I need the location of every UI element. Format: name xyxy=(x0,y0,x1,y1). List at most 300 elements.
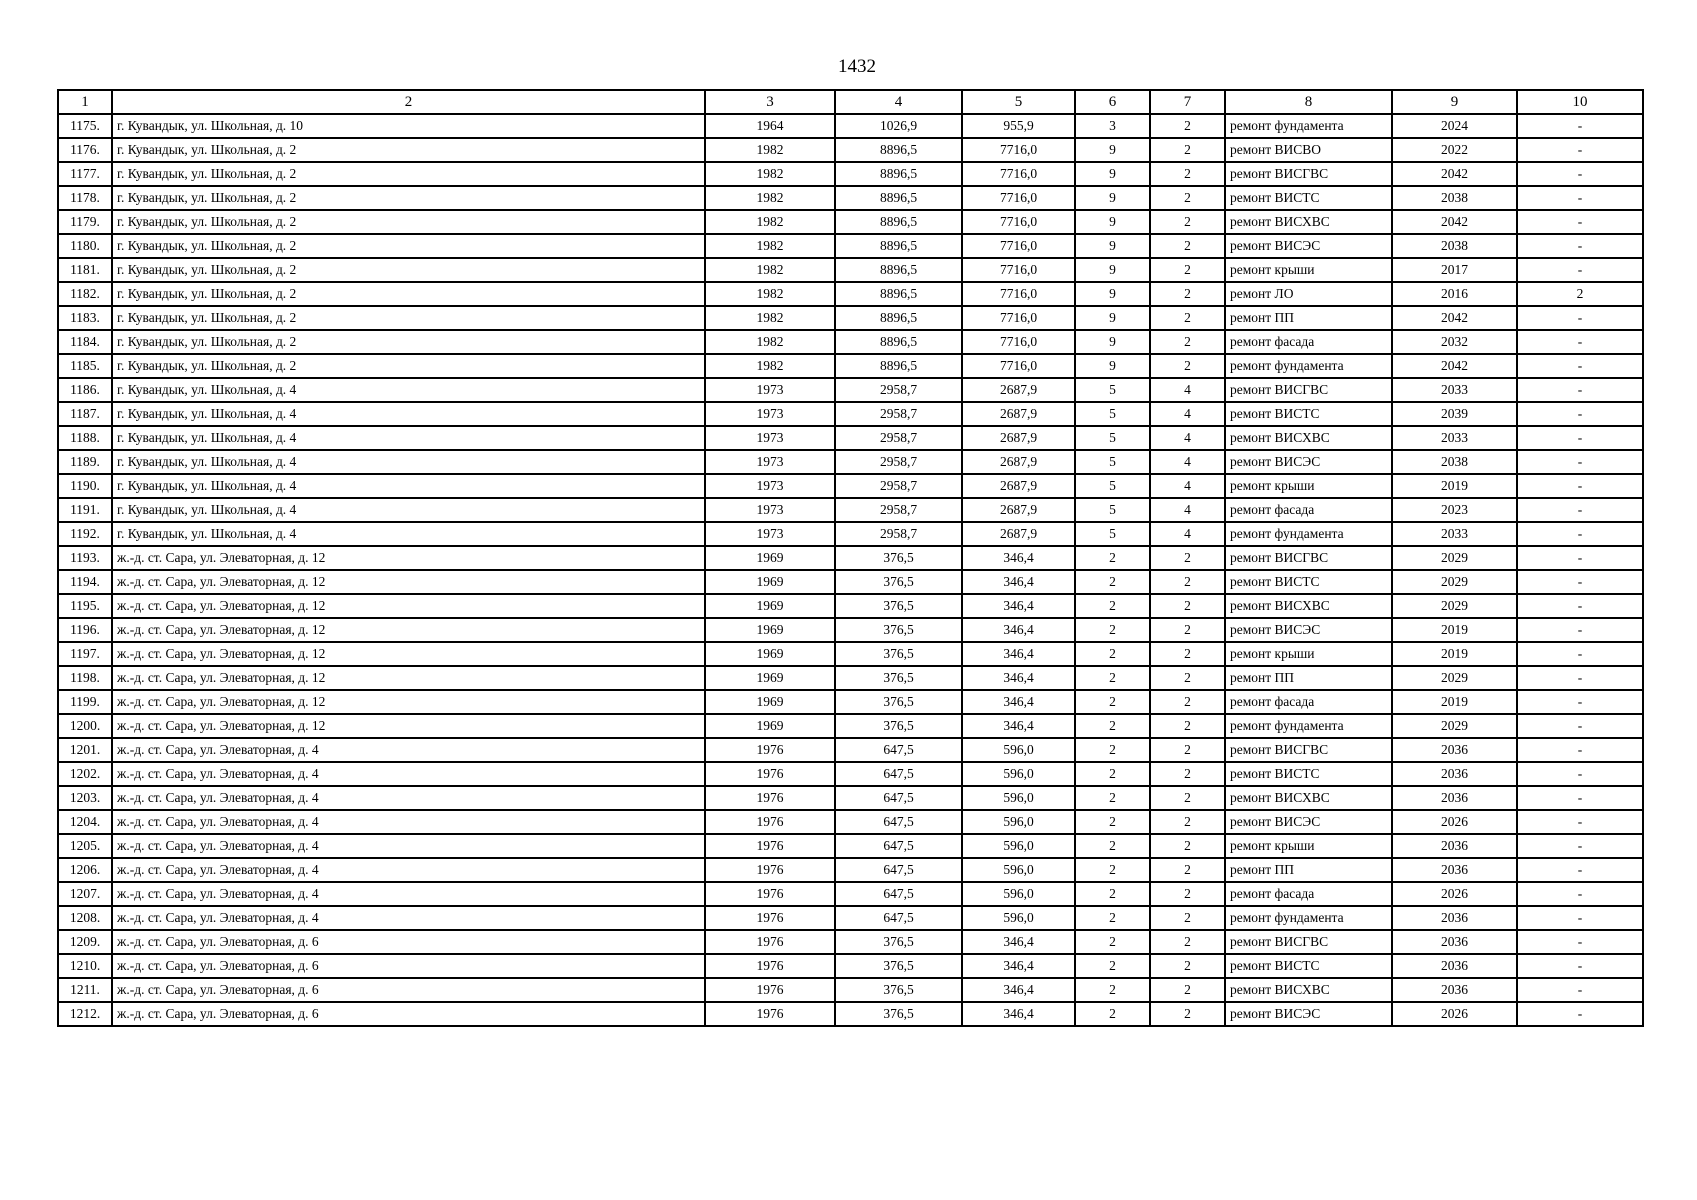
cell-index: 1177. xyxy=(58,162,112,186)
cell-work-type: ремонт ВИСЭС xyxy=(1225,450,1392,474)
cell-living-area: 346,4 xyxy=(962,978,1075,1002)
cell-living-area: 7716,0 xyxy=(962,162,1075,186)
cell-living-area: 596,0 xyxy=(962,858,1075,882)
table-row xyxy=(58,978,1643,1002)
cell-living-area: 346,4 xyxy=(962,690,1075,714)
cell-total-area: 2958,7 xyxy=(835,498,962,522)
cell-entrances: 2 xyxy=(1150,114,1225,138)
cell-entrances: 2 xyxy=(1150,786,1225,810)
cell-entrances: 2 xyxy=(1150,858,1225,882)
cell-total-area: 8896,5 xyxy=(835,210,962,234)
page-number: 1432 xyxy=(838,56,876,77)
cell-index: 1193. xyxy=(58,546,112,570)
cell-entrances: 2 xyxy=(1150,906,1225,930)
cell-total-area: 376,5 xyxy=(835,666,962,690)
cell-address: г. Кувандык, ул. Школьная, д. 4 xyxy=(112,498,705,522)
cell-col-10: - xyxy=(1517,618,1643,642)
cell-address: ж.-д. ст. Сара, ул. Элеваторная, д. 4 xyxy=(112,810,705,834)
cell-address: ж.-д. ст. Сара, ул. Элеваторная, д. 4 xyxy=(112,786,705,810)
cell-floors: 2 xyxy=(1075,858,1150,882)
cell-index: 1182. xyxy=(58,282,112,306)
cell-total-area: 8896,5 xyxy=(835,330,962,354)
cell-year-built: 1969 xyxy=(705,594,835,618)
cell-living-area: 955,9 xyxy=(962,114,1075,138)
table-row xyxy=(58,378,1643,402)
cell-entrances: 2 xyxy=(1150,546,1225,570)
cell-index: 1179. xyxy=(58,210,112,234)
cell-entrances: 4 xyxy=(1150,474,1225,498)
cell-index: 1178. xyxy=(58,186,112,210)
table-row xyxy=(58,234,1643,258)
table-row xyxy=(58,282,1643,306)
cell-col-10: - xyxy=(1517,858,1643,882)
cell-floors: 2 xyxy=(1075,762,1150,786)
cell-floors: 2 xyxy=(1075,738,1150,762)
cell-year-built: 1964 xyxy=(705,114,835,138)
cell-year-built: 1969 xyxy=(705,666,835,690)
table-row xyxy=(58,330,1643,354)
cell-address: г. Кувандык, ул. Школьная, д. 10 xyxy=(112,114,705,138)
cell-living-area: 346,4 xyxy=(962,714,1075,738)
cell-total-area: 2958,7 xyxy=(835,474,962,498)
cell-planned-year: 2017 xyxy=(1392,258,1517,282)
cell-col-10: - xyxy=(1517,234,1643,258)
cell-planned-year: 2026 xyxy=(1392,1002,1517,1026)
cell-total-area: 2958,7 xyxy=(835,522,962,546)
cell-total-area: 8896,5 xyxy=(835,234,962,258)
cell-planned-year: 2042 xyxy=(1392,354,1517,378)
cell-entrances: 2 xyxy=(1150,1002,1225,1026)
column-header: 1 xyxy=(58,90,112,114)
cell-col-10: - xyxy=(1517,834,1643,858)
column-header: 6 xyxy=(1075,90,1150,114)
cell-floors: 9 xyxy=(1075,210,1150,234)
cell-floors: 9 xyxy=(1075,162,1150,186)
cell-address: ж.-д. ст. Сара, ул. Элеваторная, д. 6 xyxy=(112,978,705,1002)
column-header: 8 xyxy=(1225,90,1392,114)
cell-year-built: 1973 xyxy=(705,474,835,498)
cell-col-10: - xyxy=(1517,306,1643,330)
cell-year-built: 1969 xyxy=(705,690,835,714)
cell-year-built: 1976 xyxy=(705,906,835,930)
cell-total-area: 8896,5 xyxy=(835,162,962,186)
cell-address: ж.-д. ст. Сара, ул. Элеваторная, д. 6 xyxy=(112,1002,705,1026)
cell-total-area: 647,5 xyxy=(835,906,962,930)
column-header: 4 xyxy=(835,90,962,114)
table-row xyxy=(58,186,1643,210)
cell-col-10: - xyxy=(1517,258,1643,282)
cell-col-10: - xyxy=(1517,378,1643,402)
table-row xyxy=(58,858,1643,882)
cell-floors: 2 xyxy=(1075,978,1150,1002)
cell-total-area: 376,5 xyxy=(835,690,962,714)
cell-work-type: ремонт крыши xyxy=(1225,258,1392,282)
cell-work-type: ремонт ВИСТС xyxy=(1225,402,1392,426)
cell-index: 1206. xyxy=(58,858,112,882)
cell-living-area: 346,4 xyxy=(962,954,1075,978)
table-header-row xyxy=(58,90,1643,114)
cell-address: г. Кувандык, ул. Школьная, д. 4 xyxy=(112,426,705,450)
cell-living-area: 346,4 xyxy=(962,1002,1075,1026)
cell-year-built: 1976 xyxy=(705,1002,835,1026)
cell-address: ж.-д. ст. Сара, ул. Элеваторная, д. 4 xyxy=(112,738,705,762)
cell-entrances: 2 xyxy=(1150,954,1225,978)
table-row xyxy=(58,258,1643,282)
cell-work-type: ремонт крыши xyxy=(1225,642,1392,666)
column-header: 2 xyxy=(112,90,705,114)
cell-index: 1187. xyxy=(58,402,112,426)
cell-col-10: - xyxy=(1517,546,1643,570)
cell-address: г. Кувандык, ул. Школьная, д. 2 xyxy=(112,162,705,186)
cell-index: 1201. xyxy=(58,738,112,762)
cell-planned-year: 2042 xyxy=(1392,306,1517,330)
cell-index: 1181. xyxy=(58,258,112,282)
cell-work-type: ремонт ВИСЭС xyxy=(1225,810,1392,834)
table-row xyxy=(58,690,1643,714)
cell-total-area: 8896,5 xyxy=(835,306,962,330)
cell-entrances: 2 xyxy=(1150,354,1225,378)
cell-index: 1196. xyxy=(58,618,112,642)
table-row xyxy=(58,618,1643,642)
cell-work-type: ремонт ВИСЭС xyxy=(1225,1002,1392,1026)
cell-entrances: 2 xyxy=(1150,570,1225,594)
cell-index: 1191. xyxy=(58,498,112,522)
cell-floors: 9 xyxy=(1075,306,1150,330)
cell-col-10: - xyxy=(1517,738,1643,762)
cell-planned-year: 2026 xyxy=(1392,882,1517,906)
cell-total-area: 647,5 xyxy=(835,762,962,786)
cell-planned-year: 2019 xyxy=(1392,618,1517,642)
cell-planned-year: 2033 xyxy=(1392,426,1517,450)
cell-living-area: 596,0 xyxy=(962,906,1075,930)
cell-year-built: 1976 xyxy=(705,810,835,834)
cell-floors: 9 xyxy=(1075,186,1150,210)
cell-planned-year: 2029 xyxy=(1392,546,1517,570)
cell-entrances: 2 xyxy=(1150,882,1225,906)
table-row xyxy=(58,450,1643,474)
cell-total-area: 8896,5 xyxy=(835,282,962,306)
table-row xyxy=(58,810,1643,834)
cell-address: г. Кувандык, ул. Школьная, д. 2 xyxy=(112,138,705,162)
cell-year-built: 1982 xyxy=(705,138,835,162)
cell-total-area: 376,5 xyxy=(835,546,962,570)
cell-planned-year: 2019 xyxy=(1392,690,1517,714)
cell-address: ж.-д. ст. Сара, ул. Элеваторная, д. 6 xyxy=(112,930,705,954)
cell-index: 1198. xyxy=(58,666,112,690)
cell-col-10: - xyxy=(1517,786,1643,810)
cell-address: ж.-д. ст. Сара, ул. Элеваторная, д. 12 xyxy=(112,690,705,714)
cell-address: ж.-д. ст. Сара, ул. Элеваторная, д. 12 xyxy=(112,714,705,738)
cell-address: г. Кувандык, ул. Школьная, д. 4 xyxy=(112,378,705,402)
cell-col-10: - xyxy=(1517,354,1643,378)
cell-floors: 5 xyxy=(1075,402,1150,426)
cell-living-area: 2687,9 xyxy=(962,498,1075,522)
cell-address: г. Кувандык, ул. Школьная, д. 2 xyxy=(112,282,705,306)
cell-floors: 2 xyxy=(1075,930,1150,954)
table-row xyxy=(58,714,1643,738)
cell-living-area: 596,0 xyxy=(962,810,1075,834)
cell-work-type: ремонт ВИСГВС xyxy=(1225,378,1392,402)
cell-living-area: 7716,0 xyxy=(962,138,1075,162)
cell-living-area: 7716,0 xyxy=(962,306,1075,330)
cell-col-10: - xyxy=(1517,642,1643,666)
cell-entrances: 2 xyxy=(1150,282,1225,306)
cell-total-area: 8896,5 xyxy=(835,258,962,282)
cell-index: 1184. xyxy=(58,330,112,354)
cell-planned-year: 2033 xyxy=(1392,378,1517,402)
cell-work-type: ремонт ВИСВО xyxy=(1225,138,1392,162)
cell-work-type: ремонт ВИСХВС xyxy=(1225,786,1392,810)
cell-work-type: ремонт фундамента xyxy=(1225,714,1392,738)
cell-year-built: 1982 xyxy=(705,258,835,282)
cell-index: 1180. xyxy=(58,234,112,258)
table-row xyxy=(58,114,1643,138)
table-row xyxy=(58,930,1643,954)
cell-address: г. Кувандык, ул. Школьная, д. 2 xyxy=(112,306,705,330)
cell-year-built: 1982 xyxy=(705,354,835,378)
cell-address: г. Кувандык, ул. Школьная, д. 4 xyxy=(112,450,705,474)
cell-total-area: 8896,5 xyxy=(835,186,962,210)
cell-work-type: ремонт ПП xyxy=(1225,306,1392,330)
cell-work-type: ремонт ВИСХВС xyxy=(1225,978,1392,1002)
cell-work-type: ремонт ВИСХВС xyxy=(1225,426,1392,450)
cell-planned-year: 2029 xyxy=(1392,594,1517,618)
cell-planned-year: 2029 xyxy=(1392,570,1517,594)
cell-address: г. Кувандык, ул. Школьная, д. 2 xyxy=(112,330,705,354)
cell-year-built: 1973 xyxy=(705,378,835,402)
table-row xyxy=(58,882,1643,906)
cell-col-10: - xyxy=(1517,1002,1643,1026)
cell-entrances: 2 xyxy=(1150,690,1225,714)
cell-work-type: ремонт фундамента xyxy=(1225,354,1392,378)
cell-year-built: 1976 xyxy=(705,930,835,954)
cell-work-type: ремонт фундамента xyxy=(1225,114,1392,138)
cell-total-area: 647,5 xyxy=(835,810,962,834)
table-row xyxy=(58,666,1643,690)
cell-total-area: 376,5 xyxy=(835,714,962,738)
cell-address: ж.-д. ст. Сара, ул. Элеваторная, д. 12 xyxy=(112,546,705,570)
cell-entrances: 2 xyxy=(1150,234,1225,258)
cell-floors: 5 xyxy=(1075,450,1150,474)
cell-planned-year: 2036 xyxy=(1392,762,1517,786)
cell-col-10: - xyxy=(1517,930,1643,954)
cell-index: 1207. xyxy=(58,882,112,906)
cell-floors: 9 xyxy=(1075,282,1150,306)
cell-index: 1210. xyxy=(58,954,112,978)
cell-address: г. Кувандык, ул. Школьная, д. 4 xyxy=(112,474,705,498)
cell-floors: 2 xyxy=(1075,810,1150,834)
cell-col-10: - xyxy=(1517,138,1643,162)
cell-index: 1205. xyxy=(58,834,112,858)
cell-address: ж.-д. ст. Сара, ул. Элеваторная, д. 4 xyxy=(112,906,705,930)
cell-index: 1200. xyxy=(58,714,112,738)
cell-floors: 2 xyxy=(1075,570,1150,594)
cell-work-type: ремонт ВИСХВС xyxy=(1225,594,1392,618)
cell-index: 1176. xyxy=(58,138,112,162)
cell-living-area: 596,0 xyxy=(962,762,1075,786)
column-header: 3 xyxy=(705,90,835,114)
cell-total-area: 647,5 xyxy=(835,738,962,762)
cell-entrances: 2 xyxy=(1150,930,1225,954)
column-header: 10 xyxy=(1517,90,1643,114)
cell-work-type: ремонт ВИСТС xyxy=(1225,954,1392,978)
cell-col-10: - xyxy=(1517,210,1643,234)
cell-planned-year: 2036 xyxy=(1392,930,1517,954)
table-row xyxy=(58,762,1643,786)
cell-entrances: 4 xyxy=(1150,402,1225,426)
cell-living-area: 7716,0 xyxy=(962,258,1075,282)
cell-total-area: 376,5 xyxy=(835,1002,962,1026)
cell-planned-year: 2022 xyxy=(1392,138,1517,162)
cell-floors: 3 xyxy=(1075,114,1150,138)
cell-col-10: - xyxy=(1517,978,1643,1002)
cell-total-area: 2958,7 xyxy=(835,378,962,402)
cell-year-built: 1969 xyxy=(705,546,835,570)
cell-col-10: - xyxy=(1517,690,1643,714)
cell-address: ж.-д. ст. Сара, ул. Элеваторная, д. 12 xyxy=(112,594,705,618)
cell-year-built: 1969 xyxy=(705,642,835,666)
cell-year-built: 1982 xyxy=(705,234,835,258)
cell-planned-year: 2029 xyxy=(1392,714,1517,738)
cell-planned-year: 2036 xyxy=(1392,858,1517,882)
cell-floors: 2 xyxy=(1075,666,1150,690)
cell-work-type: ремонт фасада xyxy=(1225,330,1392,354)
cell-entrances: 2 xyxy=(1150,186,1225,210)
cell-year-built: 1982 xyxy=(705,186,835,210)
table-row xyxy=(58,306,1643,330)
cell-planned-year: 2036 xyxy=(1392,738,1517,762)
cell-address: г. Кувандык, ул. Школьная, д. 2 xyxy=(112,354,705,378)
cell-index: 1186. xyxy=(58,378,112,402)
cell-address: ж.-д. ст. Сара, ул. Элеваторная, д. 6 xyxy=(112,954,705,978)
cell-living-area: 346,4 xyxy=(962,618,1075,642)
cell-planned-year: 2019 xyxy=(1392,642,1517,666)
cell-planned-year: 2038 xyxy=(1392,234,1517,258)
cell-planned-year: 2033 xyxy=(1392,522,1517,546)
cell-col-10: - xyxy=(1517,426,1643,450)
cell-floors: 2 xyxy=(1075,954,1150,978)
cell-year-built: 1976 xyxy=(705,834,835,858)
cell-year-built: 1976 xyxy=(705,762,835,786)
cell-total-area: 376,5 xyxy=(835,570,962,594)
cell-living-area: 7716,0 xyxy=(962,186,1075,210)
cell-planned-year: 2032 xyxy=(1392,330,1517,354)
cell-living-area: 346,4 xyxy=(962,570,1075,594)
cell-total-area: 647,5 xyxy=(835,858,962,882)
table-row xyxy=(58,426,1643,450)
cell-index: 1197. xyxy=(58,642,112,666)
cell-floors: 5 xyxy=(1075,426,1150,450)
cell-address: ж.-д. ст. Сара, ул. Элеваторная, д. 12 xyxy=(112,570,705,594)
cell-col-10: - xyxy=(1517,594,1643,618)
cell-work-type: ремонт ВИСТС xyxy=(1225,762,1392,786)
cell-total-area: 8896,5 xyxy=(835,138,962,162)
cell-entrances: 2 xyxy=(1150,258,1225,282)
cell-year-built: 1982 xyxy=(705,330,835,354)
cell-floors: 5 xyxy=(1075,378,1150,402)
cell-floors: 2 xyxy=(1075,642,1150,666)
cell-col-10: 2 xyxy=(1517,282,1643,306)
cell-index: 1175. xyxy=(58,114,112,138)
table-row xyxy=(58,954,1643,978)
cell-planned-year: 2038 xyxy=(1392,186,1517,210)
cell-living-area: 596,0 xyxy=(962,786,1075,810)
cell-year-built: 1969 xyxy=(705,570,835,594)
cell-address: г. Кувандык, ул. Школьная, д. 2 xyxy=(112,258,705,282)
cell-planned-year: 2036 xyxy=(1392,954,1517,978)
cell-floors: 2 xyxy=(1075,906,1150,930)
cell-address: г. Кувандык, ул. Школьная, д. 2 xyxy=(112,186,705,210)
cell-total-area: 376,5 xyxy=(835,594,962,618)
cell-living-area: 7716,0 xyxy=(962,210,1075,234)
table-row xyxy=(58,162,1643,186)
cell-address: ж.-д. ст. Сара, ул. Элеваторная, д. 4 xyxy=(112,762,705,786)
cell-entrances: 2 xyxy=(1150,978,1225,1002)
table-row xyxy=(58,522,1643,546)
cell-col-10: - xyxy=(1517,810,1643,834)
cell-floors: 2 xyxy=(1075,786,1150,810)
table-row xyxy=(58,210,1643,234)
cell-address: ж.-д. ст. Сара, ул. Элеваторная, д. 12 xyxy=(112,666,705,690)
cell-living-area: 346,4 xyxy=(962,642,1075,666)
cell-work-type: ремонт фасада xyxy=(1225,498,1392,522)
cell-address: г. Кувандык, ул. Школьная, д. 4 xyxy=(112,522,705,546)
cell-entrances: 4 xyxy=(1150,378,1225,402)
table-row xyxy=(58,1002,1643,1026)
table-row xyxy=(58,738,1643,762)
cell-total-area: 376,5 xyxy=(835,978,962,1002)
cell-living-area: 7716,0 xyxy=(962,354,1075,378)
cell-work-type: ремонт ВИСГВС xyxy=(1225,930,1392,954)
cell-total-area: 376,5 xyxy=(835,954,962,978)
cell-total-area: 376,5 xyxy=(835,930,962,954)
cell-address: ж.-д. ст. Сара, ул. Элеваторная, д. 4 xyxy=(112,858,705,882)
cell-entrances: 2 xyxy=(1150,594,1225,618)
cell-year-built: 1976 xyxy=(705,858,835,882)
cell-index: 1192. xyxy=(58,522,112,546)
cell-entrances: 2 xyxy=(1150,138,1225,162)
cell-entrances: 2 xyxy=(1150,642,1225,666)
cell-address: г. Кувандык, ул. Школьная, д. 4 xyxy=(112,402,705,426)
cell-col-10: - xyxy=(1517,330,1643,354)
cell-living-area: 596,0 xyxy=(962,882,1075,906)
cell-col-10: - xyxy=(1517,162,1643,186)
cell-floors: 2 xyxy=(1075,594,1150,618)
table-row xyxy=(58,594,1643,618)
cell-address: ж.-д. ст. Сара, ул. Элеваторная, д. 4 xyxy=(112,834,705,858)
table-body xyxy=(58,114,1643,1026)
cell-entrances: 2 xyxy=(1150,810,1225,834)
cell-work-type: ремонт ВИСХВС xyxy=(1225,210,1392,234)
cell-year-built: 1976 xyxy=(705,738,835,762)
cell-col-10: - xyxy=(1517,450,1643,474)
cell-index: 1189. xyxy=(58,450,112,474)
cell-address: ж.-д. ст. Сара, ул. Элеваторная, д. 12 xyxy=(112,618,705,642)
cell-floors: 2 xyxy=(1075,1002,1150,1026)
cell-total-area: 376,5 xyxy=(835,618,962,642)
cell-index: 1211. xyxy=(58,978,112,1002)
table-row xyxy=(58,834,1643,858)
cell-work-type: ремонт ВИСТС xyxy=(1225,186,1392,210)
cell-living-area: 7716,0 xyxy=(962,282,1075,306)
cell-address: г. Кувандык, ул. Школьная, д. 2 xyxy=(112,234,705,258)
cell-index: 1188. xyxy=(58,426,112,450)
cell-floors: 2 xyxy=(1075,714,1150,738)
cell-col-10: - xyxy=(1517,906,1643,930)
cell-year-built: 1973 xyxy=(705,450,835,474)
table-row xyxy=(58,546,1643,570)
cell-floors: 9 xyxy=(1075,258,1150,282)
